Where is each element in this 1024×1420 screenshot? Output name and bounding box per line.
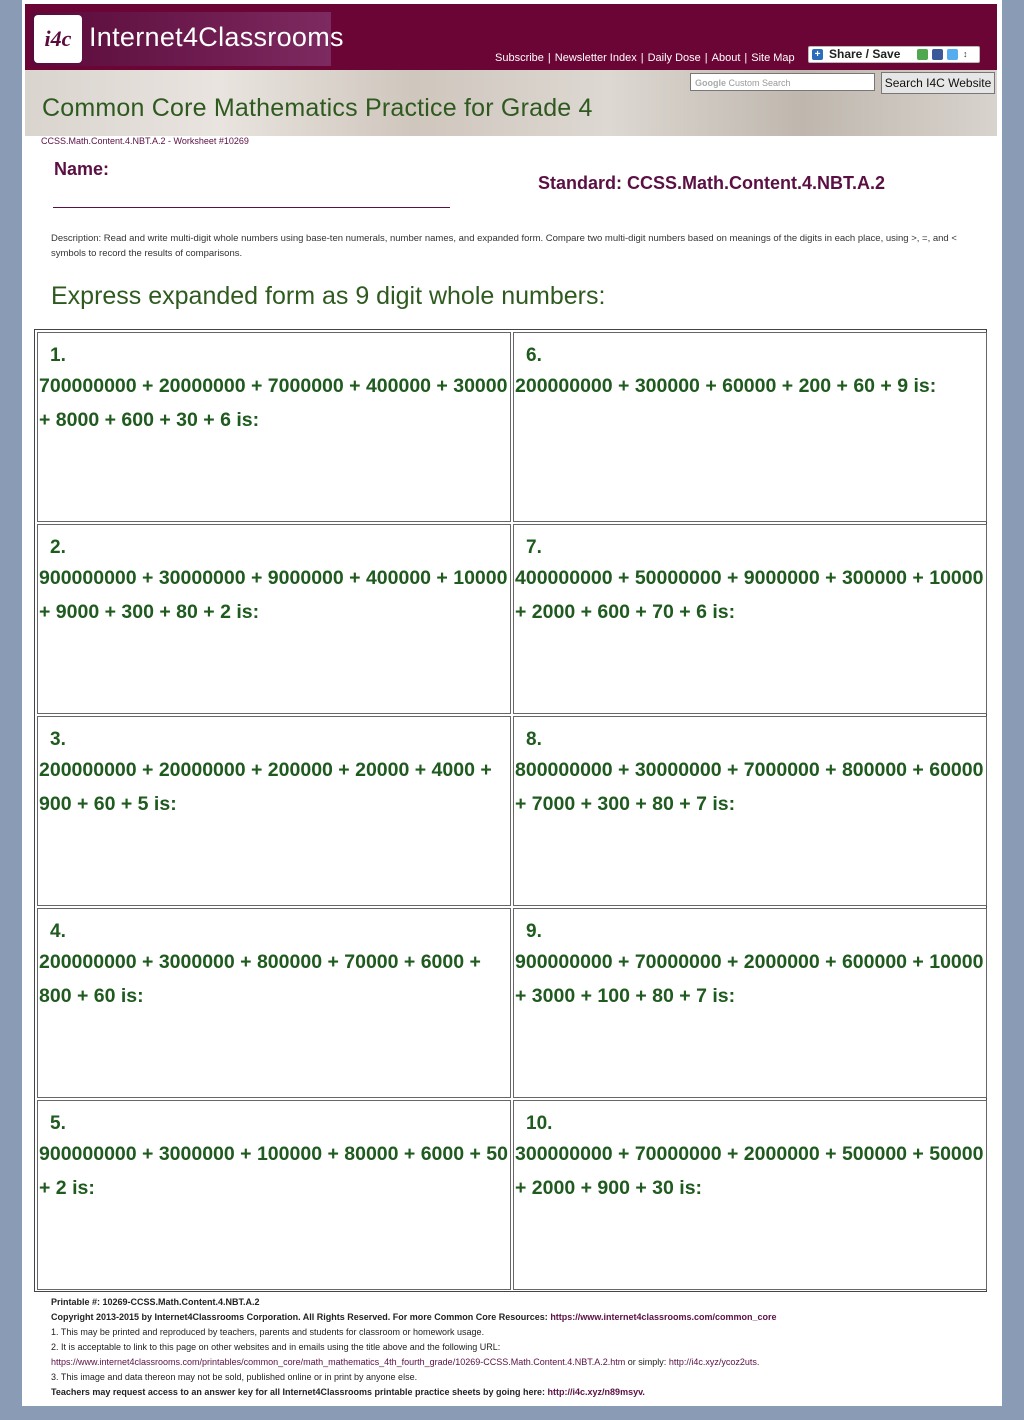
name-label: Name:	[54, 159, 110, 179]
question-cell	[513, 716, 987, 906]
question-cell	[37, 1100, 511, 1290]
google-brand: Google	[695, 78, 726, 88]
share-label: Share / Save	[829, 47, 901, 61]
question-number: 7.	[526, 537, 542, 558]
logo-text: Internet4Classrooms	[89, 22, 344, 52]
question-cell	[37, 908, 511, 1098]
top-nav	[495, 52, 795, 64]
question-number: 1.	[50, 345, 66, 366]
answer-key-line	[51, 1385, 991, 1400]
question-cell	[513, 1100, 987, 1290]
question-text: 200000000 + 20000000 + 200000 + 20000 + 4000 + 900 + 60 + 5 is:	[39, 759, 492, 815]
worksheet-page	[22, 0, 1002, 1406]
nav-newsletter-index[interactable]: Newsletter Index	[554, 52, 637, 64]
question-cell	[37, 716, 511, 906]
question-cell	[513, 332, 987, 522]
question-text: 200000000 + 300000 + 60000 + 200 + 60 + 9 is:	[515, 375, 937, 397]
note-3: 3. This image and data thereon may not be sold, published online or in print by anyone else.	[51, 1372, 418, 1382]
question-number: 5.	[50, 1113, 66, 1134]
question-number: 2.	[50, 537, 66, 558]
facebook-icon[interactable]	[932, 49, 943, 60]
email-share-icon[interactable]	[917, 49, 928, 60]
note-2: 2. It is acceptable to link to this page on other websites and in emails using the title above and the following URL:	[51, 1342, 501, 1352]
share-save-button[interactable]	[808, 46, 980, 63]
nav-daily-dose[interactable]: Daily Dose	[647, 52, 701, 64]
name-line	[53, 207, 450, 208]
banner	[25, 70, 997, 136]
question-text: 900000000 + 70000000 + 2000000 + 600000 + 10000 + 3000 + 100 + 80 + 7 is:	[515, 951, 984, 1007]
question-cell	[513, 524, 987, 714]
question-number: 3.	[50, 729, 66, 750]
nav-site-map[interactable]: Site Map	[751, 52, 795, 64]
site-header	[25, 4, 997, 70]
question-number: 4.	[50, 921, 66, 942]
answer-key-link[interactable]: http://i4c.xyz/n89msyv.	[547, 1387, 645, 1397]
nav-subscribe[interactable]: Subscribe	[495, 52, 544, 64]
or-simply-text: or simply:	[627, 1357, 667, 1367]
question-number: 9.	[526, 921, 542, 942]
question-number: 10.	[526, 1113, 553, 1134]
question-cell	[37, 524, 511, 714]
description: Description: Read and write multi-digit whole numbers using base-ten numerals, number names, and expanded form. Compare two multi-digit numbers based on meanings of the digits in each place, using >, =, and < symbols to record the results of comparisons.	[51, 233, 957, 259]
worksheet-url-link[interactable]: https://www.internet4classrooms.com/printables/common_core/math_mathematics_4th_fourth_grade/10269-CCSS.Math.Content.4.NBT.A.2.htm	[51, 1357, 626, 1367]
question-text: 900000000 + 30000000 + 9000000 + 400000 + 10000 + 9000 + 300 + 80 + 2 is:	[39, 567, 508, 623]
nav-separator: |	[547, 52, 551, 64]
search-placeholder: Custom Search	[728, 78, 791, 88]
question-text: 800000000 + 30000000 + 7000000 + 800000 + 60000 + 7000 + 300 + 80 + 7 is:	[515, 759, 984, 815]
question-number: 8.	[526, 729, 542, 750]
question-text: 200000000 + 3000000 + 800000 + 70000 + 6000 + 800 + 60 is:	[39, 951, 481, 1007]
site-logo[interactable]	[31, 12, 344, 66]
twitter-icon[interactable]	[947, 49, 958, 60]
nav-separator: |	[744, 52, 748, 64]
nav-about[interactable]: About	[711, 52, 741, 64]
copyright-text: Copyright 2013-2015 by Internet4Classrooms Corporation. All Rights Reserved. For more Common Core Resources:	[51, 1312, 548, 1322]
nav-separator: |	[640, 52, 644, 64]
breadcrumb: CCSS.Math.Content.4.NBT.A.2 - Worksheet #10269	[41, 136, 249, 146]
question-grid	[34, 329, 987, 1292]
footer	[51, 1295, 991, 1400]
printable-number: Printable #: 10269-CCSS.Math.Content.4.NBT.A.2	[51, 1297, 260, 1307]
question-text: 700000000 + 20000000 + 7000000 + 400000 + 30000 + 8000 + 600 + 30 + 6 is:	[39, 375, 508, 431]
short-url-link[interactable]: http://i4c.xyz/ycoz2uts.	[668, 1357, 760, 1367]
search-input[interactable]	[690, 73, 875, 91]
question-text: 400000000 + 50000000 + 9000000 + 300000 + 10000 + 2000 + 600 + 70 + 6 is:	[515, 567, 984, 623]
question-cell	[37, 332, 511, 522]
common-core-link[interactable]: https://www.internet4classrooms.com/common_core	[550, 1312, 777, 1322]
question-number: 6.	[526, 345, 542, 366]
copyright-line	[51, 1310, 991, 1325]
note-2-urls	[51, 1355, 991, 1370]
question-text: 300000000 + 70000000 + 2000000 + 500000 + 50000 + 2000 + 900 + 30 is:	[515, 1143, 984, 1199]
share-plus-icon: +	[812, 49, 823, 60]
question-text: 900000000 + 3000000 + 100000 + 80000 + 6000 + 50 + 2 is:	[39, 1143, 508, 1199]
instructions: Express expanded form as 9 digit whole numbers:	[51, 282, 606, 310]
logo-badge-icon: i4c	[34, 15, 82, 63]
nav-separator: |	[704, 52, 708, 64]
search-button[interactable]: Search I4C Website	[881, 72, 995, 94]
page-title: Common Core Mathematics Practice for Grade 4	[42, 94, 593, 122]
note-1: 1. This may be printed and reproduced by teachers, parents and students for classroom or homework usage.	[51, 1327, 485, 1337]
question-cell	[513, 908, 987, 1098]
standard-label: Standard: CCSS.Math.Content.4.NBT.A.2	[538, 173, 886, 193]
answer-key-text: Teachers may request access to an answer key for all Internet4Classrooms printable practice sheets by going here:	[51, 1387, 546, 1397]
share-expand-icon[interactable]: ↕	[963, 49, 974, 60]
